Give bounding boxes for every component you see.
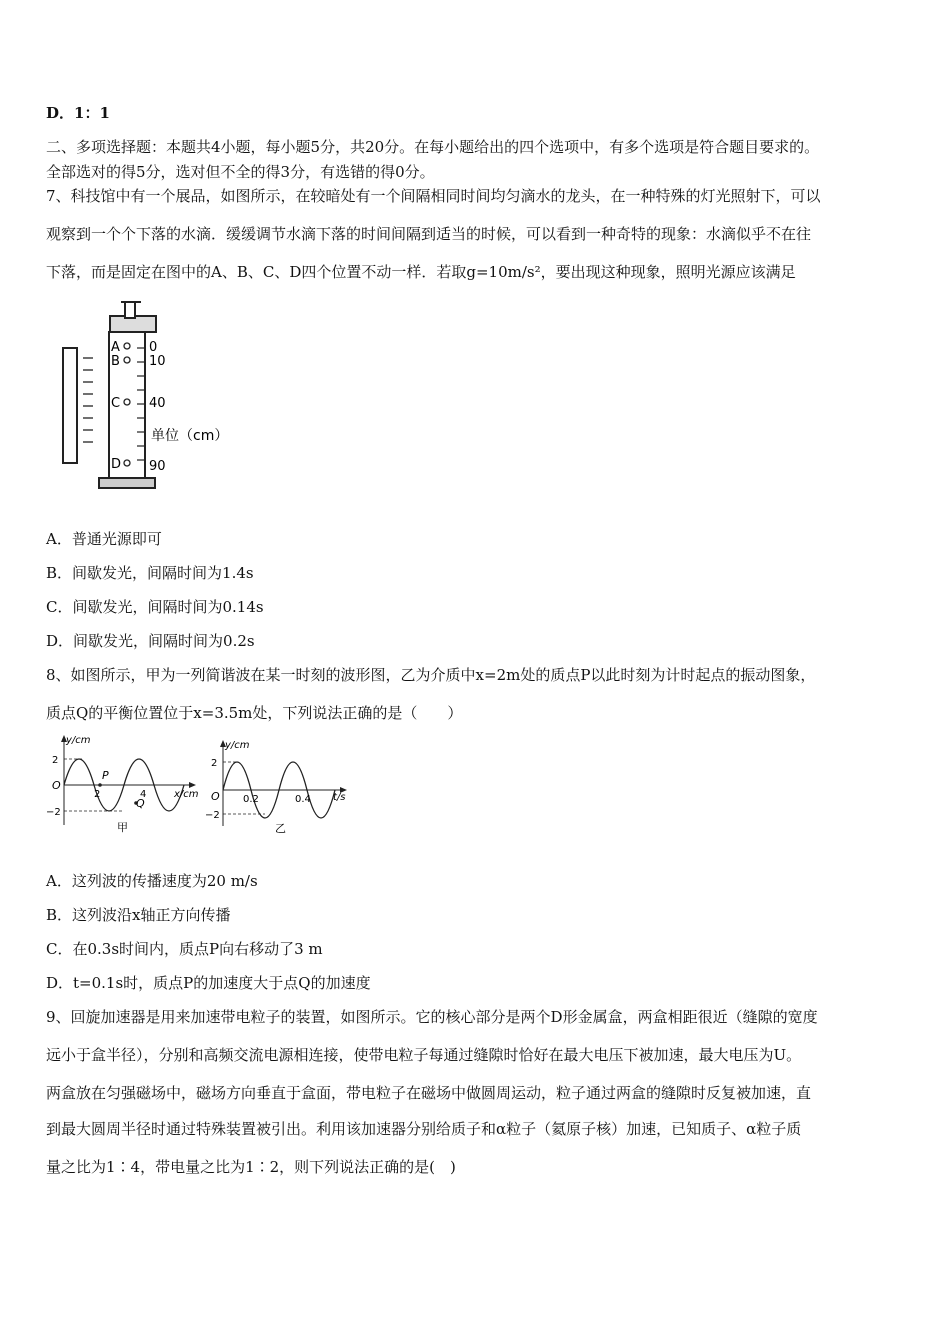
- ylabel-yi: y/cm: [225, 740, 250, 751]
- ytick-2-yi: 2: [211, 758, 218, 769]
- mark-10: 10: [149, 354, 166, 369]
- q9-line5: 量之比为1∶4，带电量之比为1∶2，则下列说法正确的是( ): [46, 1158, 456, 1176]
- xtick-04-yi: 0.4: [295, 794, 311, 805]
- ylabel-jia: y/cm: [66, 735, 91, 746]
- q7-line3: 下落，而是固定在图中的A、B、C、D四个位置不动一样．若取g=10m/s²，要出现这种现象，照明光源应该满足: [46, 263, 796, 281]
- caption-jia: 甲: [117, 821, 128, 834]
- caption-yi: 乙: [275, 822, 286, 835]
- wall-ruler: [63, 348, 77, 463]
- q7-option-c: C．间歇发光，间隔时间为0.14s: [46, 598, 264, 616]
- q8-line2: 质点Q的平衡位置位于x=3.5m处，下列说法正确的是（ ）: [46, 704, 463, 722]
- q8-figure-yi: [205, 738, 355, 838]
- label-b: B: [111, 354, 120, 369]
- label-d: D: [111, 457, 122, 472]
- q7-line2: 观察到一个个下落的水滴．缓缓调节水滴下落的时间间隔到适当的时候，可以看到一种奇特的现象：水滴似乎不在往: [46, 225, 812, 243]
- q9-line1: 9、回旋加速器是用来加速带电粒子的装置，如图所示。它的核心部分是两个D形金属盒，两盒相距很近（缝隙的宽度: [46, 1008, 818, 1026]
- q9-line2: 远小于盒半径），分别和高频交流电源相连接，使带电粒子每通过缝隙时恰好在最大电压下被加速，最大电压为U。: [46, 1046, 802, 1064]
- q7-option-b: B．间歇发光，间隔时间为1.4s: [46, 564, 254, 582]
- drop-d: [124, 460, 130, 466]
- origin-yi: O: [211, 790, 220, 803]
- prev-option-d: D．1：1: [46, 104, 110, 122]
- ytick-neg2-yi: −2: [205, 810, 220, 821]
- point-p-label: P: [102, 769, 109, 782]
- drop-c: [124, 399, 130, 405]
- q8-option-b: B．这列波沿x轴正方向传播: [46, 906, 231, 924]
- ytick-neg2-jia: −2: [46, 807, 61, 818]
- q9-line4: 到最大圆周半径时通过特殊装置被引出。利用该加速器分别给质子和α粒子（氦原子核）加速，已知质子、α粒子质: [46, 1120, 802, 1138]
- xtick-02-yi: 0.2: [243, 794, 259, 805]
- unit-label: 单位（cm）: [151, 428, 229, 444]
- xtick-2-jia: 2: [94, 789, 101, 800]
- column-base: [99, 478, 155, 488]
- mark-90: 90: [149, 459, 166, 474]
- q8-option-c: C．在0.3s时间内，质点P向右移动了3 m: [46, 940, 323, 958]
- q8-option-a: A．这列波的传播速度为20 m/s: [46, 872, 258, 890]
- label-c: C: [111, 396, 121, 411]
- q7-option-d: D．间歇发光，间隔时间为0.2s: [46, 632, 255, 650]
- ytick-2-jia: 2: [52, 755, 59, 766]
- section2-line2: 全部选对的得5分，选对但不全的得3分，有选错的得0分。: [46, 163, 435, 181]
- xtick-4-jia: 4: [140, 789, 147, 800]
- q7-line1: 7、科技馆中有一个展品，如图所示，在较暗处有一个间隔相同时间均匀滴水的龙头，在一种特殊的灯光照射下，可以: [46, 187, 821, 205]
- q8-figure-jia: [44, 733, 204, 833]
- mark-40: 40: [149, 396, 166, 411]
- drop-b: [124, 357, 130, 363]
- section2-line1: 二、多项选择题：本题共4小题，每小题5分，共20分。在每小题给出的四个选项中，有多个选项是符合题目要求的。: [46, 138, 820, 156]
- q9-line3: 两盒放在匀强磁场中，磁场方向垂直于盒面，带电粒子在磁场中做圆周运动，粒子通过两盒的缝隙时反复被加速，直: [46, 1084, 812, 1102]
- xlabel-jia: x/cm: [174, 789, 199, 800]
- q8-option-d: D．t=0.1s时，质点P的加速度大于点Q的加速度: [46, 974, 371, 992]
- origin-jia: O: [52, 779, 61, 792]
- point-p-dot: [98, 783, 102, 787]
- point-q-label: Q: [136, 797, 145, 810]
- xlabel-yi: t/s: [333, 792, 346, 803]
- drop-a: [124, 343, 130, 349]
- q7-figure: [55, 298, 245, 494]
- q7-option-a: A．普通光源即可: [46, 530, 162, 548]
- q8-line1: 8、如图所示，甲为一列简谐波在某一时刻的波形图，乙为介质中x=2m处的质点P以此时刻为计时起点的振动图象，: [46, 666, 816, 684]
- mark-0: 0: [149, 340, 158, 355]
- faucet-pipe: [125, 302, 135, 318]
- label-a: A: [111, 340, 120, 355]
